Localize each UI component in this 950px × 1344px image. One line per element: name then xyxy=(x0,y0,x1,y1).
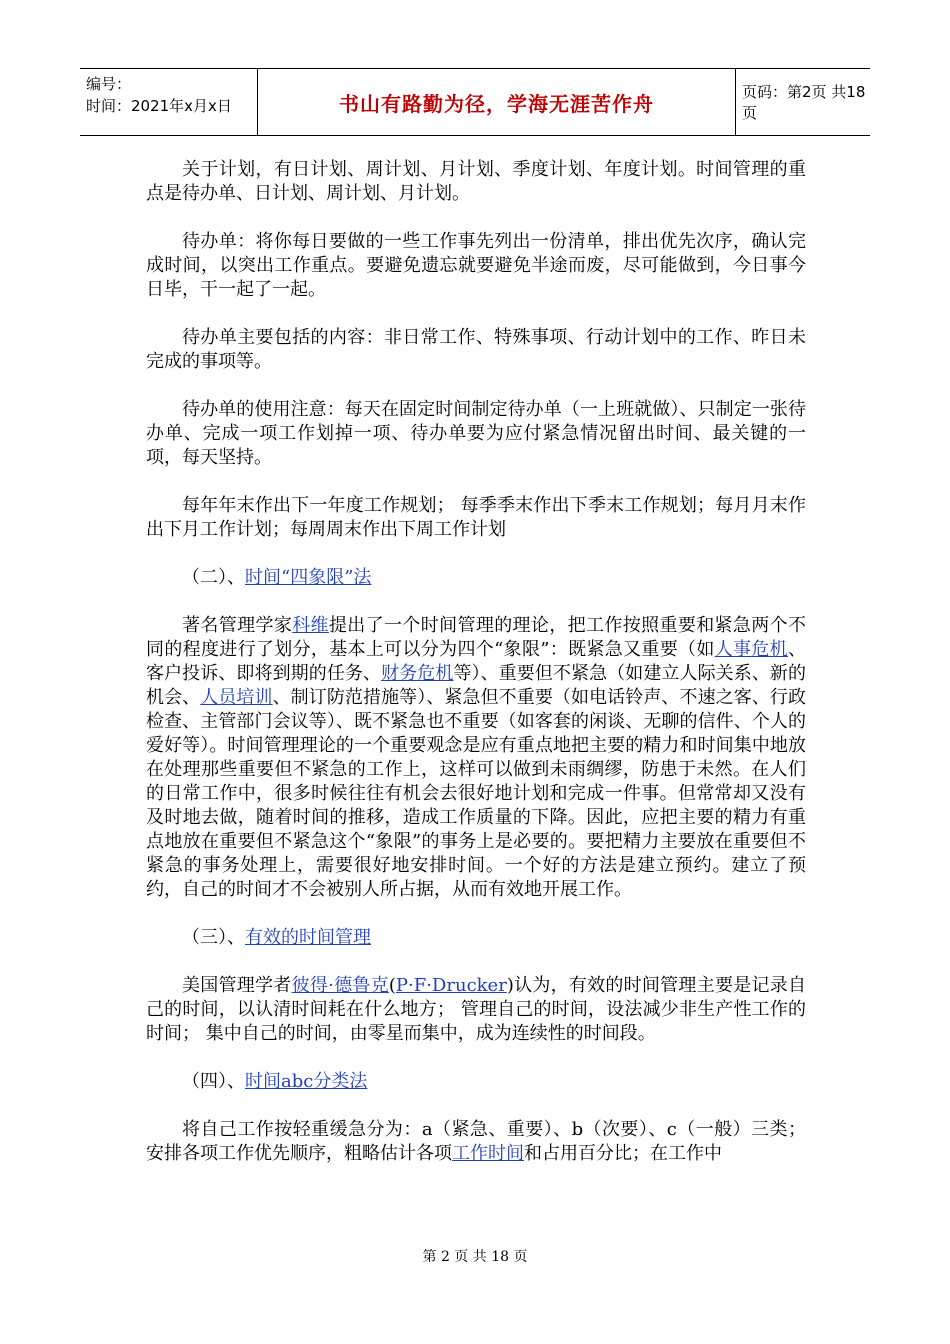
text-span: 等）、重要但不紧急（如建立人际关系、新的机会、 xyxy=(146,663,807,708)
link-personnel-crisis[interactable]: 人事危机 xyxy=(714,639,789,660)
text-span: 提出了一个时间管理的理论，把工作按照重要和紧急两个不同的程度进行了划分，基本上可以分为四个“象限”：既紧急又重要（如 xyxy=(146,615,807,660)
document-date: 时间：2021年x月x日 xyxy=(86,97,232,115)
link-drucker-english[interactable]: P·F·Drucker xyxy=(395,975,507,996)
paragraph: 待办单主要包括的内容：非日常工作、特殊事项、行动计划中的工作、昨日未完成的事项等。 xyxy=(146,327,806,372)
paragraph-four-quadrant xyxy=(146,614,806,902)
text-span: 美国管理学者 xyxy=(182,975,292,996)
text-span: 著名管理学家 xyxy=(182,615,293,636)
page-footer: 第 2 页 共 18 页 xyxy=(422,1249,528,1265)
header-motto-cell xyxy=(258,69,736,135)
text-span: )认为，有效的时间管理主要是记录自己的时间，以认清时间耗在什么地方； 管理自己的时间，设法减少非生产性工作的时间； 集中自己的时间，由零星而集中，成为连续性的时间段。 xyxy=(146,975,806,1044)
link-staff-training[interactable]: 人员培训 xyxy=(200,687,273,708)
paragraph-drucker xyxy=(146,974,806,1046)
section-prefix: （四）、 xyxy=(182,1071,245,1092)
link-four-quadrant[interactable]: 时间“四象限”法 xyxy=(245,567,372,588)
header-motto: 书山有路勤为径，学海无涯苦作舟 xyxy=(339,91,654,116)
section-prefix: （三）、 xyxy=(182,927,245,948)
paragraph-abc xyxy=(146,1118,806,1166)
text-span: ( xyxy=(388,975,396,996)
paragraph: 待办单：将你每日要做的一些工作事先列出一份清单，排出优先次序，确认完成时间，以突出工作重点。要避免遗忘就要避免半途而废，尽可能做到，今日事今日毕，干一起了一起。 xyxy=(146,231,806,300)
section-heading-3 xyxy=(146,926,806,950)
text-span: 和占用百分比；在工作中 xyxy=(524,1143,722,1164)
section-prefix: （二）、 xyxy=(182,567,245,588)
link-abc-method[interactable]: 时间abc分类法 xyxy=(245,1071,368,1092)
page-header xyxy=(80,68,870,136)
link-financial-crisis[interactable]: 财务危机 xyxy=(381,663,454,684)
text-span: 、客户投诉、即将到期的任务、 xyxy=(146,639,807,684)
header-page-number: 页码：第2页 共18页 xyxy=(742,83,866,122)
header-meta xyxy=(80,69,258,135)
section-heading-2 xyxy=(146,566,806,590)
section-heading-4 xyxy=(146,1070,806,1094)
link-work-time[interactable]: 工作时间 xyxy=(452,1143,524,1164)
document-body xyxy=(146,158,806,1190)
paragraph: 待办单的使用注意：每天在固定时间制定待办单（一上班就做）、只制定一张待办单、完成一项工作划掉一项、待办单要为应付紧急情况留出时间、最关键的一项，每天坚持。 xyxy=(146,399,806,468)
paragraph: 每年年末作出下一年度工作规划； 每季季末作出下季末工作规划；每月月末作出下月工作计划；每周周末作出下周工作计划 xyxy=(146,495,806,540)
text-span: 将自己工作按轻重缓急分为：a（紧急、重要）、b（次要）、c（一般）三类；安排各项工作优先顺序，粗略估计各项 xyxy=(146,1119,806,1164)
paragraph: 关于计划，有日计划、周计划、月计划、季度计划、年度计划。时间管理的重点是待办单、日计划、周计划、月计划。 xyxy=(146,159,806,204)
link-effective-time-management[interactable]: 有效的时间管理 xyxy=(245,927,371,948)
link-drucker[interactable]: 彼得·德鲁克 xyxy=(291,975,389,996)
text-span: 、制订防范措施等）、紧急但不重要（如电话铃声、不速之客、行政检查、主管部门会议等）、既不紧急也不重要（如客套的闲谈、无聊的信件、个人的爱好等）。时间管理理论的一个重要观念是应有重点地把主要的精力和时间集中地放在处理那些重要但不紧急的工作上，这样可以做到未雨绸缪，防患于未然。在人们的日常工作中，很多时候往往有机会去很好地计划和完成一件事。但常常却又没有及时地去做，随着时间的推移，造成工作质量的下降。因此，应把主要的精力有重点地放在重要但不紧急这个“象限”的事务上是必要的。要把精力主要放在重要但不紧急的事务处理上，需要很好地安排时间。一个好的方法是建立预约。建立了预约，自己的时间才不会被别人所占据，从而有效地开展工作。 xyxy=(146,687,807,900)
link-covey[interactable]: 科维 xyxy=(292,615,329,636)
document-number: 编号： xyxy=(86,75,132,93)
